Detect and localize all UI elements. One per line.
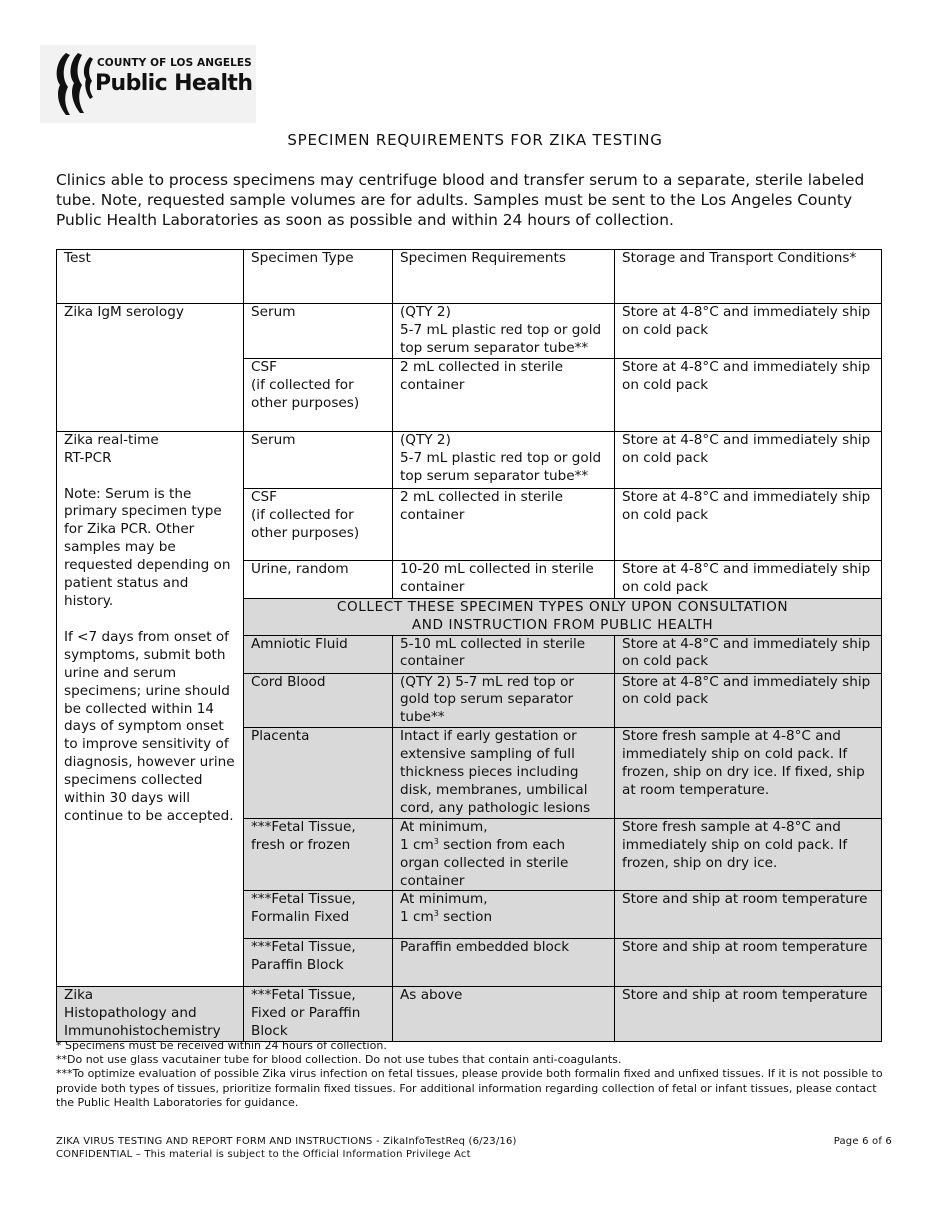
banner-line2: AND INSTRUCTION FROM PUBLIC HEALTH	[411, 616, 714, 633]
cubic-superscript: 3	[433, 836, 439, 846]
header-test: Test	[57, 250, 244, 304]
test-rt-pcr	[57, 431, 244, 987]
specimen-requirements-cell	[393, 431, 615, 488]
pcr-note: Note: Serum is the primary specimen type for Zika PCR. Other samples may be requested depending on patient status and history.	[64, 485, 231, 609]
storage-cell: Store and ship at room temperature	[615, 987, 882, 1042]
test-name-line2: Histopathology and Immunohistochemistry	[64, 1005, 221, 1040]
header-specimen-requirements: Specimen Requirements	[393, 250, 615, 304]
requirement-rest: section from each organ collected in sterile container	[400, 836, 569, 889]
consultation-banner	[244, 598, 882, 635]
storage-cell: Store fresh sample at 4-8°C and immediately ship on cold pack. If frozen, ship on dry ice.	[615, 818, 882, 891]
specimen-type-cell: Amniotic Fluid	[244, 635, 393, 673]
storage-cell: Store at 4-8°C and immediately ship on cold pack	[615, 635, 882, 673]
storage-cell: Store and ship at room temperature	[615, 891, 882, 939]
storage-cell: Store at 4-8°C and immediately ship on cold pack	[615, 560, 882, 598]
qty-text: (QTY 2)	[400, 431, 451, 448]
specimen-type-cell	[244, 488, 393, 560]
page-footer	[56, 1136, 892, 1161]
specimen-requirements-cell	[393, 818, 615, 891]
specimen-type-cell: ***Fetal Tissue, fresh or frozen	[244, 818, 393, 891]
specimen-type-cell: ***Fetal Tissue, Paraffin Block	[244, 939, 393, 987]
specimen-type-cell: Cord Blood	[244, 673, 393, 728]
banner-line1: COLLECT THESE SPECIMEN TYPES ONLY UPON CONSULTATION	[336, 598, 789, 615]
requirement-line2	[400, 909, 607, 927]
specimen-type-cell: Placenta	[244, 728, 393, 819]
header-specimen-type: Specimen Type	[244, 250, 393, 304]
intro-paragraph: Clinics able to process specimens may centrifuge blood and transfer serum to a separate, sterile labeled tube. Note, requested sample volumes are for adults. Samples must be sent to the Los Angeles County Public Health Laboratories as soon as possible and within 24 hours of collection.	[56, 171, 865, 229]
specimen-requirements-cell: 10-20 mL collected in sterile container	[393, 560, 615, 598]
storage-cell: Store and ship at room temperature	[615, 939, 882, 987]
footer-form-title: ZIKA VIRUS TESTING AND REPORT FORM AND INSTRUCTIONS - ZikaInfoTestReq (6/23/16)	[56, 1136, 517, 1147]
requirement-line1: At minimum,	[400, 891, 488, 908]
footnote-2: **Do not use glass vacutainer tube for blood collection. Do not use tubes that contain anti-coagulants.	[56, 1053, 622, 1067]
storage-cell: Store at 4-8°C and immediately ship on cold pack	[615, 304, 882, 359]
footnote-1: * Specimens must be received within 24 hours of collection.	[56, 1039, 387, 1052]
type-text: CSF	[251, 488, 277, 505]
type-note: (if collected for other purposes)	[251, 506, 360, 541]
page-number: Page 6 of 6	[833, 1136, 892, 1147]
storage-cell: Store at 4-8°C and immediately ship on cold pack	[615, 673, 882, 728]
type-note: (if collected for other purposes)	[251, 376, 360, 411]
table-row	[57, 304, 882, 359]
logo-title-text: Public Health	[95, 71, 253, 96]
specimen-requirements-cell: 2 mL collected in sterile container	[393, 358, 615, 431]
specimen-requirements-cell: (QTY 2) 5-7 mL red top or gold top serum separator tube**	[393, 673, 615, 728]
requirement-text: 5-7 mL plastic red top or gold top serum separator tube**	[400, 449, 602, 484]
storage-cell: Store at 4-8°C and immediately ship on cold pack	[615, 431, 882, 488]
specimen-requirements-cell	[393, 304, 615, 359]
public-health-logo	[40, 45, 256, 123]
specimen-type-cell: Urine, random	[244, 560, 393, 598]
specimen-requirements-cell	[393, 891, 615, 939]
volume-text: 1 cm	[400, 836, 434, 853]
specimen-type-cell: Serum	[244, 431, 393, 488]
table-row	[57, 987, 882, 1042]
volume-text: 1 cm	[400, 909, 434, 926]
storage-cell: Store fresh sample at 4-8°C and immediately ship on cold pack. If frozen, ship on dry ice. If fixed, ship at room temperature.	[615, 728, 882, 819]
type-text: CSF	[251, 358, 277, 375]
specimen-requirements-cell: Intact if early gestation or extensive sampling of full thickness pieces including disk, membranes, umbilical cord, any pathologic lesions	[393, 728, 615, 819]
header-storage-transport: Storage and Transport Conditions*	[615, 250, 882, 304]
storage-cell: Store at 4-8°C and immediately ship on cold pack	[615, 488, 882, 560]
specimen-type-cell: Serum	[244, 304, 393, 359]
qty-text: (QTY 2)	[400, 304, 451, 320]
specimen-requirements-table	[56, 249, 882, 1042]
specimen-type-cell: ***Fetal Tissue, Fixed or Paraffin Block	[244, 987, 393, 1042]
requirement-line1: At minimum,	[400, 818, 488, 835]
footnotes	[56, 1039, 896, 1110]
requirement-text: 5-7 mL plastic red top or gold top serum separator tube**	[400, 321, 602, 356]
test-name-line1: Zika real-time	[64, 431, 159, 448]
specimen-requirements-cell: As above	[393, 987, 615, 1042]
footer-confidential: CONFIDENTIAL – This material is subject to the Official Information Privilege Act	[56, 1148, 471, 1160]
page-title: SPECIMEN REQUIREMENTS FOR ZIKA TESTING	[287, 131, 663, 149]
footnote-3: ***To optimize evaluation of possible Zika virus infection on fetal tissues, please provide both formalin fixed and unfixed tissues. If it is not possible to provide both types of tissues, prioritize formalin fixed tissues. For additional information regarding collection of fetal or infant tissues, please contact the Public Health Laboratories for guidance.	[56, 1067, 883, 1109]
specimen-requirements-cell: Paraffin embedded block	[393, 939, 615, 987]
requirement-line2	[400, 837, 607, 891]
test-histopathology	[57, 987, 244, 1042]
test-igm-serology: Zika IgM serology	[57, 304, 244, 432]
storage-cell: Store at 4-8°C and immediately ship on cold pack	[615, 358, 882, 431]
specimen-type-cell	[244, 358, 393, 431]
logo-county-text: COUNTY OF LOS ANGELES	[97, 57, 252, 69]
cubic-superscript: 3	[433, 909, 439, 919]
profile-faces-icon	[52, 49, 100, 119]
test-name-line1: Zika	[64, 987, 94, 1004]
requirement-rest: section	[443, 909, 493, 926]
table-header-row	[57, 250, 882, 304]
table-row	[57, 431, 882, 488]
specimen-type-cell: ***Fetal Tissue, Formalin Fixed	[244, 891, 393, 939]
pcr-timing-note: If <7 days from onset of symptoms, submit both urine and serum specimens; urine should be collected within 14 days of symptom onset to improve sensitivity of diagnosis, however urine specimens collected within 30 days will continue to be accepted.	[64, 628, 235, 824]
specimen-requirements-cell: 5-10 mL collected in sterile container	[393, 635, 615, 673]
specimen-requirements-cell: 2 mL collected in sterile container	[393, 488, 615, 560]
test-name-line2: RT-PCR	[64, 449, 112, 466]
